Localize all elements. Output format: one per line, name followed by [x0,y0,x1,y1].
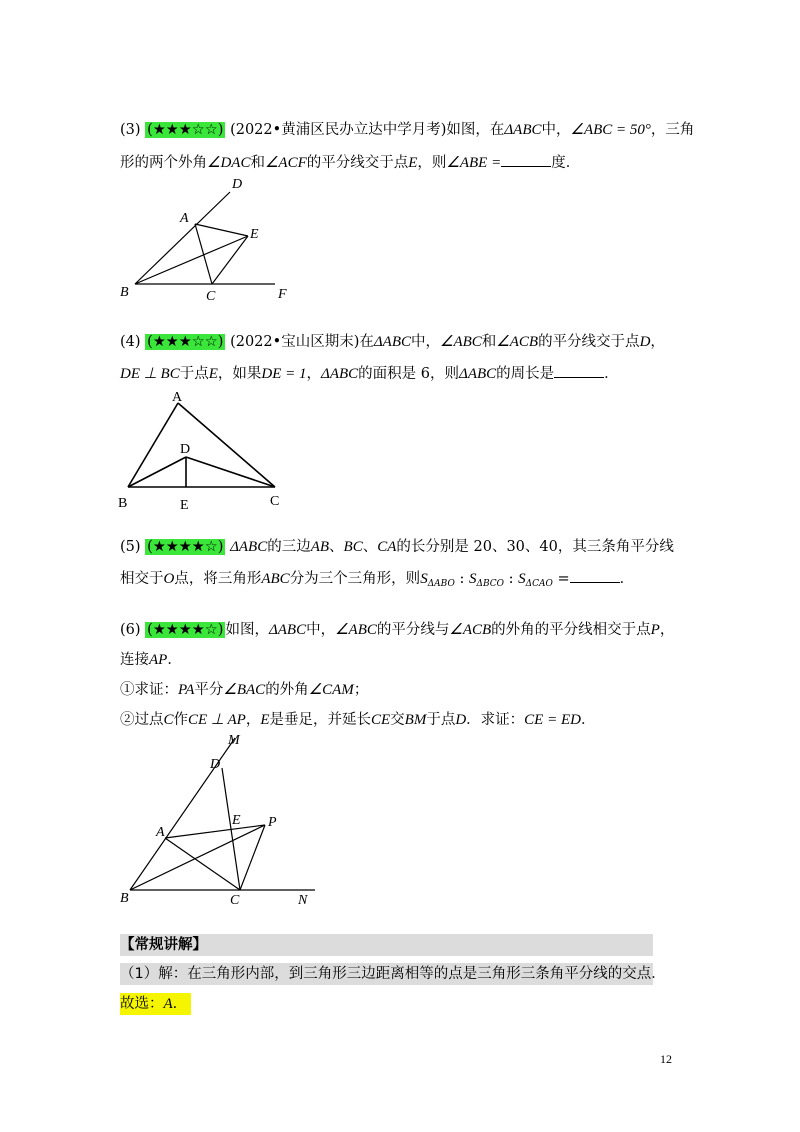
q4-line2: DE ⊥ BC于点E，如果DE = 1，ΔABC的面积是 6，则ΔABC的周长是 ． [120,363,619,384]
q5-difficulty-stars: (★★★★☆) [147,539,224,555]
page-number: 12 [660,1052,672,1066]
q4-label-E: E [180,498,189,513]
q4-source: (2022•宝山区期末) [230,334,360,350]
q3-source: (2022•黄浦区民办立达中学月考) [230,122,447,138]
q3-answer-blank[interactable] [501,152,551,167]
q5-line1: (5) (★★★★☆) ΔABC的三边AB、BC、CA的长分别是 20、30、40，其三条角平分线 [120,539,674,555]
q6-difficulty-stars: (★★★★☆) [147,622,224,638]
q6-line2: 连接AP． [120,652,182,668]
q5-number: (5) [120,539,141,555]
q6-label-M: M [228,733,240,748]
q6-item2: ②过点C作CE ⊥ AP，E是垂足，并延长CE交BM于点D．求证：CE = ED． [120,712,596,728]
q3-line2: 形的两个外角∠DAC和∠ACF的平分线交于点E，则∠ABE = 度． [120,152,580,173]
q4-label-A: A [172,390,183,405]
q6-item1: ①求证：PA平分∠BAC的外角∠CAM； [120,682,369,698]
q6-label-C: C [230,893,240,908]
q5-answer-blank[interactable] [570,568,620,583]
q3-figure [110,172,310,307]
q6-line1: (6) (★★★★☆) 如图，ΔABC中，∠ABC的平分线与∠ACB的外角的平分线相交于点P， [120,622,675,638]
q4-difficulty-stars: (★★★☆☆) [147,334,224,350]
q3-line1: (3) (★★★☆☆) (2022•黄浦区民办立达中学月考)如图，在ΔABC中，∠ABC = 50°，三角 [120,122,695,138]
q3-label-E: E [250,227,259,242]
q3-difficulty-stars: (★★★☆☆) [147,122,224,138]
q4-figure [110,385,310,515]
q3-label-D: D [232,177,243,192]
answer-choice: A [163,996,173,1012]
section-heading: 【常规讲解】 [120,934,653,956]
q6-label-D: D [210,757,221,772]
q5-line2: 相交于O点，将三角形ABC分为三个三角形，则$S_{\Delta ABO}$ : $S_{\Delta BCO}$ : $S_{\Delta CAO}$ = ． [120,568,634,594]
q6-figure [110,730,340,910]
q3-label-C: C [206,289,216,304]
answer-line-1: （1）解：在三角形内部，到三角形三边距离相等的点是三角形三条角平分线的交点． [120,963,653,985]
q4-line1: (4) (★★★☆☆) (2022•宝山区期末)在ΔABC中，∠ABC和∠ACB的平分线交于点D， [120,334,665,350]
q6-label-A: A [156,825,165,840]
q6-number: (6) [120,622,141,638]
q4-label-B: B [118,496,128,511]
q4-answer-blank[interactable] [554,363,604,378]
answer-line-2: 故选：A． [120,993,191,1015]
q4-label-C: C [270,494,280,509]
q4-number: (4) [120,334,141,350]
q6-label-B: B [120,891,129,906]
q6-label-P: P [268,815,277,830]
q6-label-N: N [298,893,308,908]
q3-label-A: A [180,211,189,226]
q3-label-B: B [120,285,129,300]
q3-label-F: F [278,287,287,302]
q4-label-D: D [180,442,191,457]
q6-label-E: E [232,813,241,828]
q3-number: (3) [120,122,141,138]
